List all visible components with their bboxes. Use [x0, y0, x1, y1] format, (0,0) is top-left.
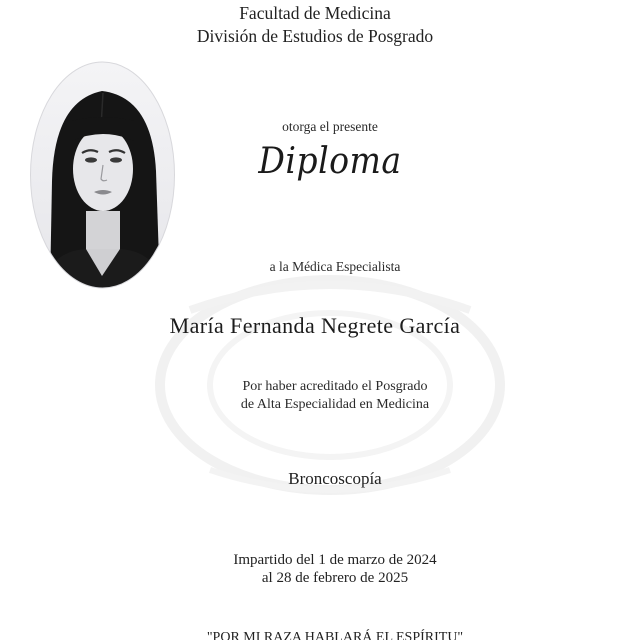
faculty-name: Facultad de Medicina — [239, 3, 391, 23]
intro-text: otorga el presente — [282, 119, 378, 134]
specialty-name: Broncoscopía — [288, 469, 382, 488]
reason-line-1: Por haber acreditado el Posgrado — [242, 379, 428, 394]
university-motto: "POR MI RAZA HABLARÁ EL ESPÍRITU" — [206, 630, 464, 640]
recipient-portrait-photo — [30, 61, 175, 289]
document-title: Diploma — [258, 141, 402, 182]
period-text — [150, 551, 520, 587]
period-line-1: Impartido del 1 de marzo de 2024 — [233, 552, 437, 568]
period-line-2: al 28 de febrero de 2025 — [261, 570, 409, 586]
division-name: División de Estudios de Posgrado — [196, 26, 434, 46]
recipient-name: María Fernanda Negrete García — [169, 313, 461, 338]
faculty-header — [100, 2, 530, 48]
reason-line-2: de Alta Especialidad en Medicina — [240, 397, 430, 412]
reason-text — [150, 378, 520, 414]
recipient-title: a la Médica Especialista — [269, 259, 401, 274]
